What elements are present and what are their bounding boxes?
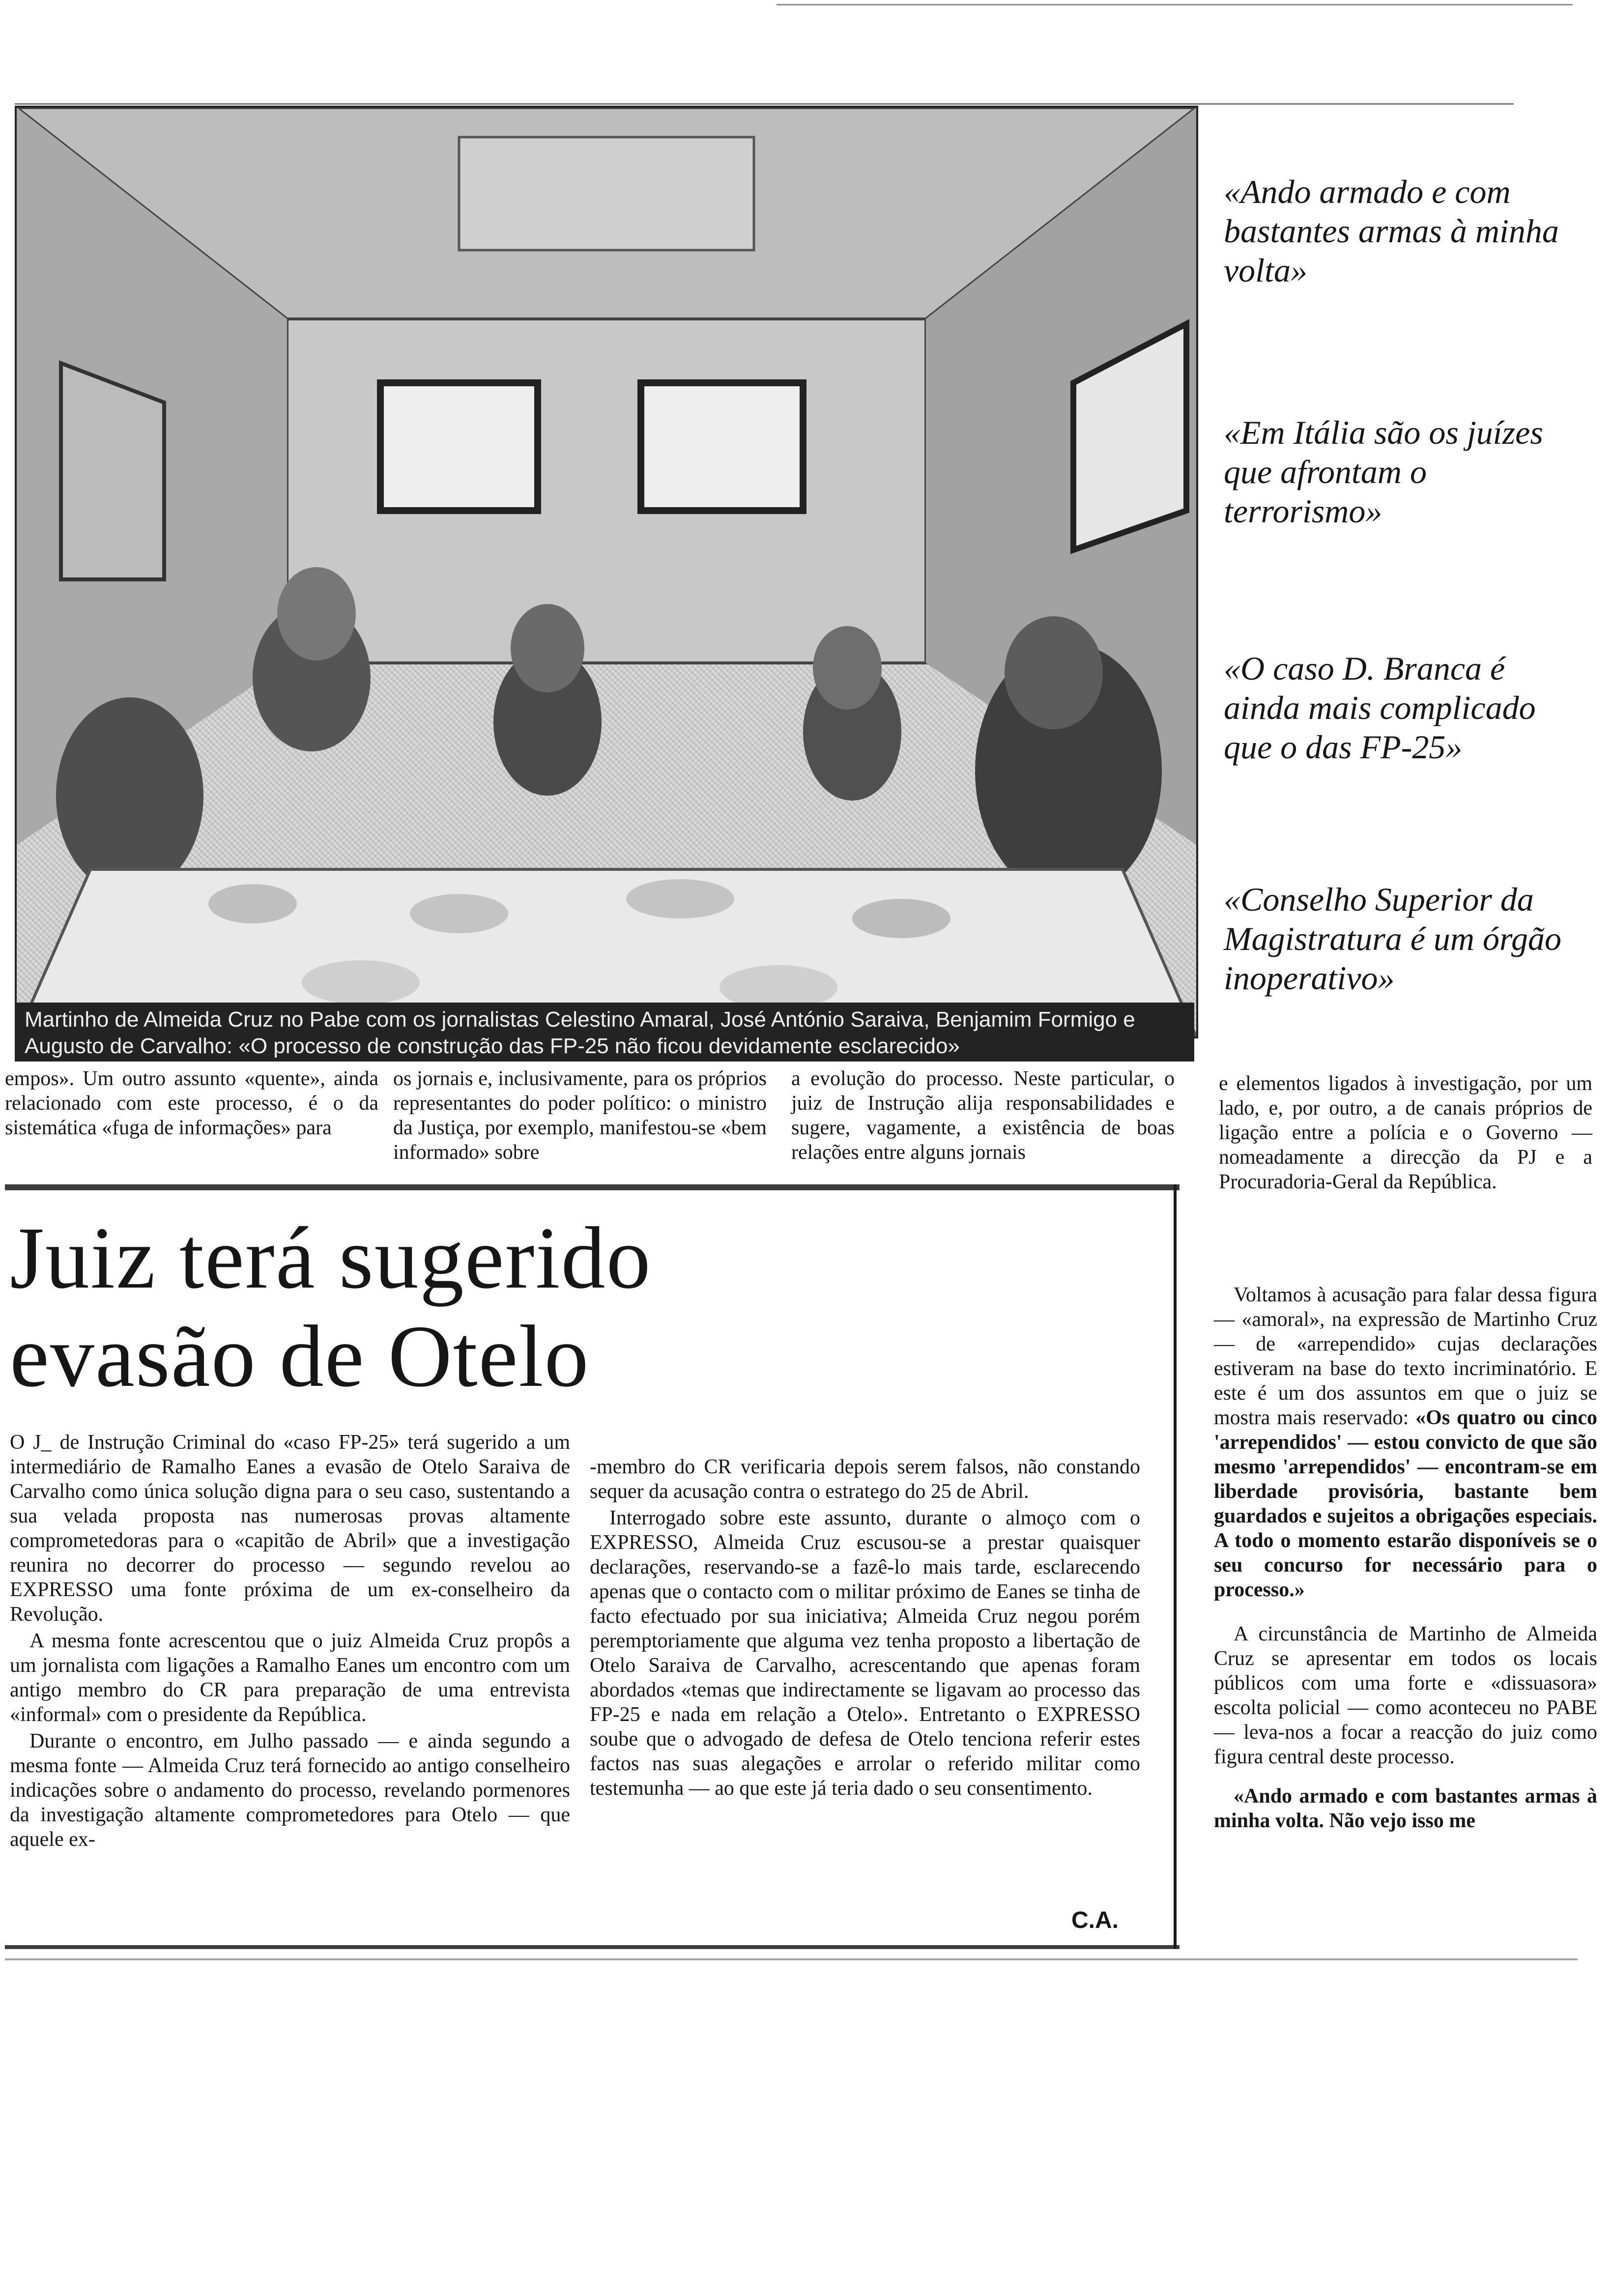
headline-line-2: evasão de Otelo — [10, 1307, 590, 1405]
right-column-para-1-quote: «Os quatro ou cinco 'arrependidos' — estou convicto de que são mesmo 'arrependidos' — encontram-se em liberdade provisória, bastante bem guardados e sujeitos a obrigações especiais. A todo o momento estarão disponíveis se o seu concurso for necessário para o processo.» — [1214, 1406, 1598, 1601]
headline — [10, 1209, 845, 1406]
pull-quote-3: «O caso D. Branca é ainda mais complicado que o das FP-25» — [1224, 650, 1536, 766]
headline-line-1: Juiz terá sugerido — [10, 1209, 652, 1307]
right-column — [1214, 1283, 1597, 1835]
photo — [15, 106, 1198, 1038]
top-rule — [777, 4, 1573, 5]
photo-caption: Martinho de Almeida Cruz no Pabe com os jornalistas Celestino Amaral, José António Saraiva, Benjamim Formigo e Augusto de Carvalho: «O processo de construção das FP-25 não ficou devidamente esclarecido» — [15, 1003, 1194, 1062]
article-col-2-para-2: Interrogado sobre este assunto, durante o almoço com o EXPRESSO, Almeida Cruz escusou-se a prestar quaisquer declarações, reservando-se a fazê-lo mais tarde, esclarecendo apenas que o contacto com o militar próximo de Eanes se tinha de facto efectuado por sua iniciativa; Almeida Cruz negou porém peremptoriamente que alguma vez tenha proposto a libertação de Otelo Saraiva de Carvalho, acrescentando que apenas foram abordados «temas que indirectamente se ligavam ao processo das FP-25 e nada em relação a Otelo». Entretanto o EXPRESSO soube que o advogado de defesa de Otelo tenciona referir estes factos nas suas alegações e arrolar o referido militar como testemunha — ao que este já teria dado o seu consentimento. — [590, 1507, 1140, 1800]
upper-text-col-2: os jornais e, inclusivamente, para os próprios representantes do poder político: o ministro da Justiça, por exemplo, manifestou-se «bem informado» sobre — [393, 1067, 767, 1164]
article-col-2-para-1: -membro do CR verificaria depois serem falsos, não constando sequer da acusação contra o estratego do 25 de Abril. — [590, 1456, 1140, 1503]
article-col-1-para-2: A mesma fonte acrescentou que o juiz Almeida Cruz propôs a um jornalista com ligações a Ramalho Eanes um encontro com um antigo membro do CR para preparação de uma entrevista «informal» com o presidente da República. — [10, 1630, 570, 1726]
article-author-initials: C.A. — [1071, 1907, 1119, 1933]
article-right-rule — [1174, 1184, 1177, 1949]
pull-quote-1: «Ando armado e com bastantes armas à minha volta» — [1224, 173, 1559, 289]
article-bottom-rule — [5, 1945, 1180, 1949]
right-column-para-2: A circunstância de Martinho de Almeida Cruz se apresentar em todos os locais públicos com uma forte e «dissuasora» escolta policial — como aconteceu no PABE — leva-nos a focar a reacção do juiz como figura central deste processo. — [1214, 1623, 1597, 1768]
upper-text-col-1: empos». Um outro assunto «quente», ainda relacionado com este processo, é o da sistemática «fuga de informações» para — [5, 1067, 378, 1139]
article-top-rule — [5, 1184, 1180, 1190]
top-rule-2 — [15, 103, 1514, 105]
photo-illustration — [17, 108, 1196, 1036]
article-col-2 — [590, 1455, 1140, 1803]
bottom-rule — [5, 1958, 1578, 1960]
right-column-para-3: «Ando armado e com bastantes armas à minha volta. Não vejo isso me — [1214, 1785, 1597, 1832]
article-col-1-para-1: O J_ de Instrução Criminal do «caso FP-25» terá sugerido a um intermediário de Ramalho Eanes a evasão de Otelo Saraiva de Carvalho como única solução digna para o seu caso, sustentando a sua velada proposta nas numerosas provas altamente comprometedoras para o «capitão de Abril» que a investigação reunira no decorrer do processo — segundo revelou ao EXPRESSO uma fonte próxima de um ex-conselheiro da Revolução. — [10, 1431, 570, 1626]
pull-quote-2: «Em Itália são os juízes que afrontam o terrorismo» — [1224, 414, 1543, 530]
article-col-1-para-3: Durante o encontro, em Julho passado — e ainda segundo a mesma fonte — Almeida Cruz terá fornecido ao antigo conselheiro indicações sobre o andamento do processo, revelando pormenores da investigação altamente comprometedores para Otelo — que aquele ex- — [10, 1730, 570, 1851]
upper-text-col-4: e elementos ligados à investigação, por um lado, e, por outro, a de canais próprios de ligação entre a polícia e o Governo — nomeadamente a direcção da PJ e a Procuradoria-Geral da República. — [1219, 1072, 1592, 1193]
right-column-para-1 — [1214, 1283, 1597, 1602]
upper-text-col-3: a evolução do processo. Neste particular, o juiz de Instrução alija responsabilidades e sugere, vagamente, a existência de boas relações entre alguns jornais — [791, 1067, 1175, 1164]
article-col-1 — [10, 1430, 570, 1854]
pull-quote-4: «Conselho Superior da Magistratura é um órgão inoperativo» — [1224, 881, 1561, 997]
right-column-para-1-text: Voltamos à acusação para falar dessa figura — «amoral», na expressão de Martinho Cruz — de «arrependido» cujas declarações estiveram na base do texto incriminatório. E este é um dos assuntos em que o juiz se mostra mais reservado: — [1214, 1284, 1597, 1429]
